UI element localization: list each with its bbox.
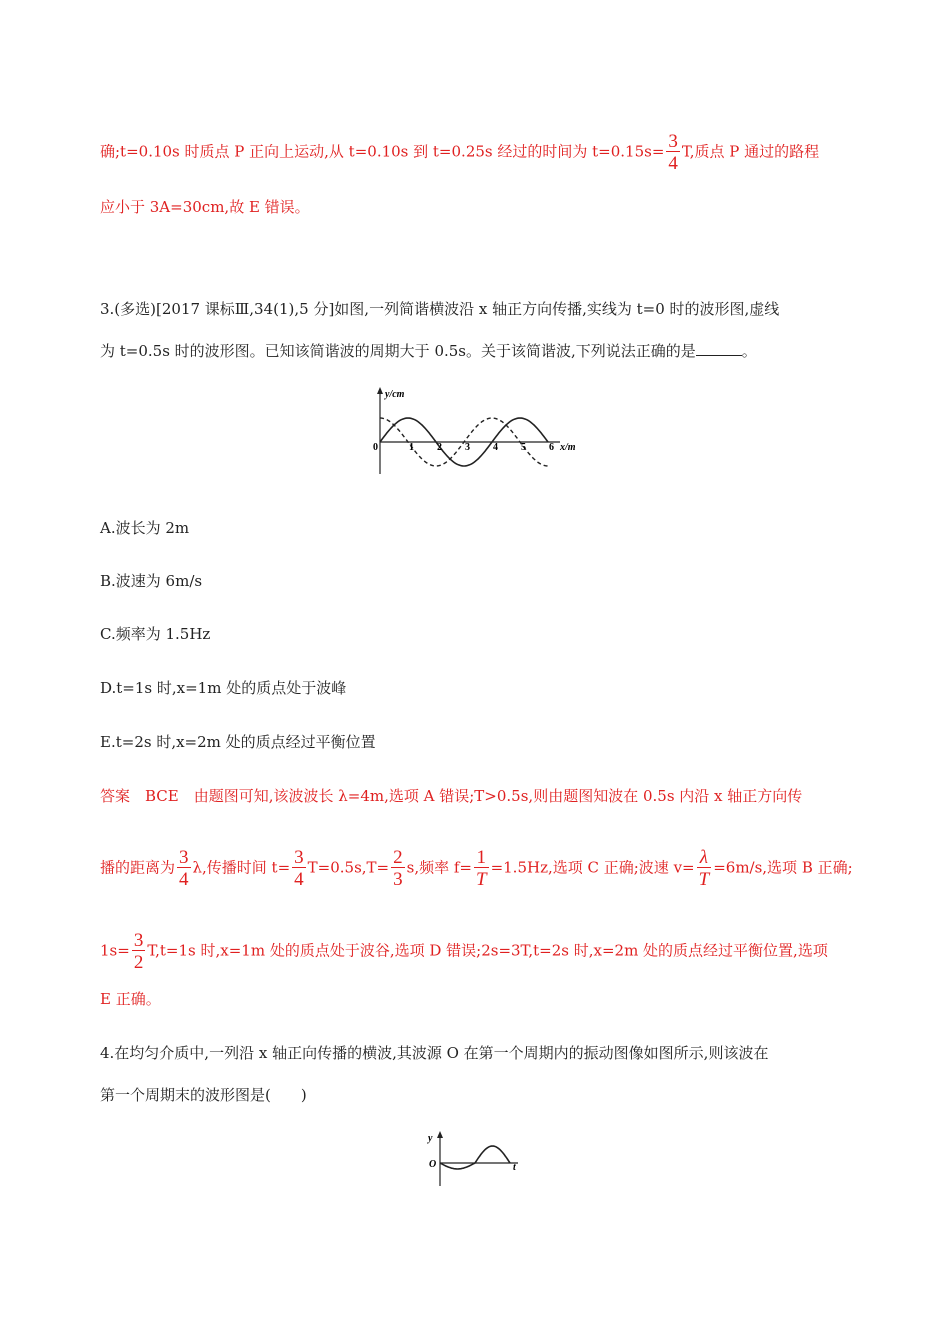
x-tick-label: 5 — [521, 442, 526, 453]
origin-label: O — [429, 1159, 437, 1170]
y-axis-label: y/cm — [385, 389, 405, 400]
answer-text: 1s= — [100, 941, 130, 960]
fraction — [177, 848, 191, 889]
prev-answer-line-2: 应小于 3A=30cm,故 E 错误。 — [100, 198, 310, 216]
fraction-numerator: 3 — [133, 930, 144, 951]
fraction — [697, 848, 712, 889]
answer-text: T=0.5s,T= — [307, 858, 390, 877]
answer-text: λ,传播时间 t= — [192, 858, 291, 877]
answer-text: T,t=1s 时,x=1m 处的质点处于波谷,选项 D 错误;2s=3T,t=2s 时,x=2m 处的质点经过平衡位置,选项 — [147, 941, 828, 960]
t-axis-label: t — [513, 1162, 516, 1173]
fraction-denominator: 4 — [668, 153, 678, 174]
fraction — [474, 848, 489, 889]
q4-stem-line-2: 第一个周期末的波形图是( ) — [100, 1086, 307, 1104]
fraction-denominator: T — [698, 869, 710, 890]
q3-answer-line-1: 答案 BCE 由题图可知,该波波长 λ=4m,选项 A 错误;T>0.5s,则由题图知波在 0.5s 内沿 x 轴正方向传 — [100, 787, 803, 805]
fraction-numerator: 2 — [393, 847, 403, 868]
origin-label: 0 — [373, 442, 378, 453]
fraction-denominator: 4 — [179, 869, 189, 890]
fraction-denominator: T — [475, 869, 487, 890]
fraction-numerator: λ — [699, 847, 709, 868]
q3-stem-text: 为 t=0.5s 时的波形图。已知该简谐波的周期大于 0.5s。关于该简谐波,下列说法正确的是 — [100, 342, 696, 360]
fraction-numerator: 1 — [476, 847, 487, 868]
vibration-curve — [440, 1146, 510, 1169]
q3-stem-line-1: 3.(多选)[2017 课标Ⅲ,34(1),5 分]如图,一列简谐横波沿 x 轴正方向传播,实线为 t=0 时的波形图,虚线 — [100, 300, 780, 318]
q4-stem-line-1: 4.在均匀介质中,一列沿 x 轴正向传播的横波,其波源 O 在第一个周期内的振动图像如图所示,则该波在 — [100, 1044, 769, 1062]
q3-wave-figure — [360, 384, 590, 479]
x-tick-label: 3 — [465, 442, 470, 453]
option-d: D.t=1s 时,x=1m 处的质点处于波峰 — [100, 679, 347, 697]
q3-answer-line-3 — [100, 931, 828, 972]
x-tick-label: 6 — [549, 442, 554, 453]
q4-vibration-figure — [422, 1130, 532, 1190]
answer-text: 播的距离为 — [100, 858, 176, 877]
fraction — [292, 848, 306, 889]
fraction — [666, 132, 680, 173]
y-axis-arrow — [377, 387, 383, 394]
answer-text: =1.5Hz,选项 C 正确;波速 v= — [490, 858, 695, 877]
answer-text: s,频率 f= — [406, 858, 472, 877]
answer-text: =6m/s,选项 B 正确; — [713, 858, 853, 877]
fraction-numerator: 3 — [668, 131, 678, 152]
y-axis-arrow — [437, 1131, 443, 1138]
x-tick-label: 4 — [493, 442, 498, 453]
option-e: E.t=2s 时,x=2m 处的质点经过平衡位置 — [100, 733, 376, 751]
y-axis-label: y — [428, 1133, 433, 1144]
fraction — [132, 931, 146, 972]
fraction-denominator: 4 — [294, 869, 304, 890]
fraction-denominator: 3 — [393, 869, 403, 890]
answer-blank — [696, 341, 742, 356]
prev-answer-line-1 — [100, 132, 819, 173]
fraction-denominator: 2 — [133, 952, 144, 973]
x-axis-label: x/m — [560, 442, 576, 453]
q3-answer-line-4: E 正确。 — [100, 990, 161, 1008]
fraction — [391, 848, 405, 889]
q3-stem-end: 。 — [741, 342, 757, 360]
option-a: A.波长为 2m — [100, 519, 190, 537]
x-tick-label: 1 — [409, 442, 414, 453]
prev-answer-text-b: T,质点 P 通过的路程 — [681, 142, 820, 161]
prev-answer-text-a: 确;t=0.10s 时质点 P 正向上运动,从 t=0.10s 到 t=0.25s 经过的时间为 t=0.15s= — [100, 142, 665, 161]
fraction-numerator: 3 — [179, 847, 189, 868]
option-c: C.频率为 1.5Hz — [100, 625, 211, 643]
x-tick-label: 2 — [437, 442, 442, 453]
fraction-numerator: 3 — [294, 847, 304, 868]
q3-answer-line-2 — [100, 848, 853, 889]
q3-stem-line-2 — [100, 339, 757, 363]
option-b: B.波速为 6m/s — [100, 572, 203, 590]
